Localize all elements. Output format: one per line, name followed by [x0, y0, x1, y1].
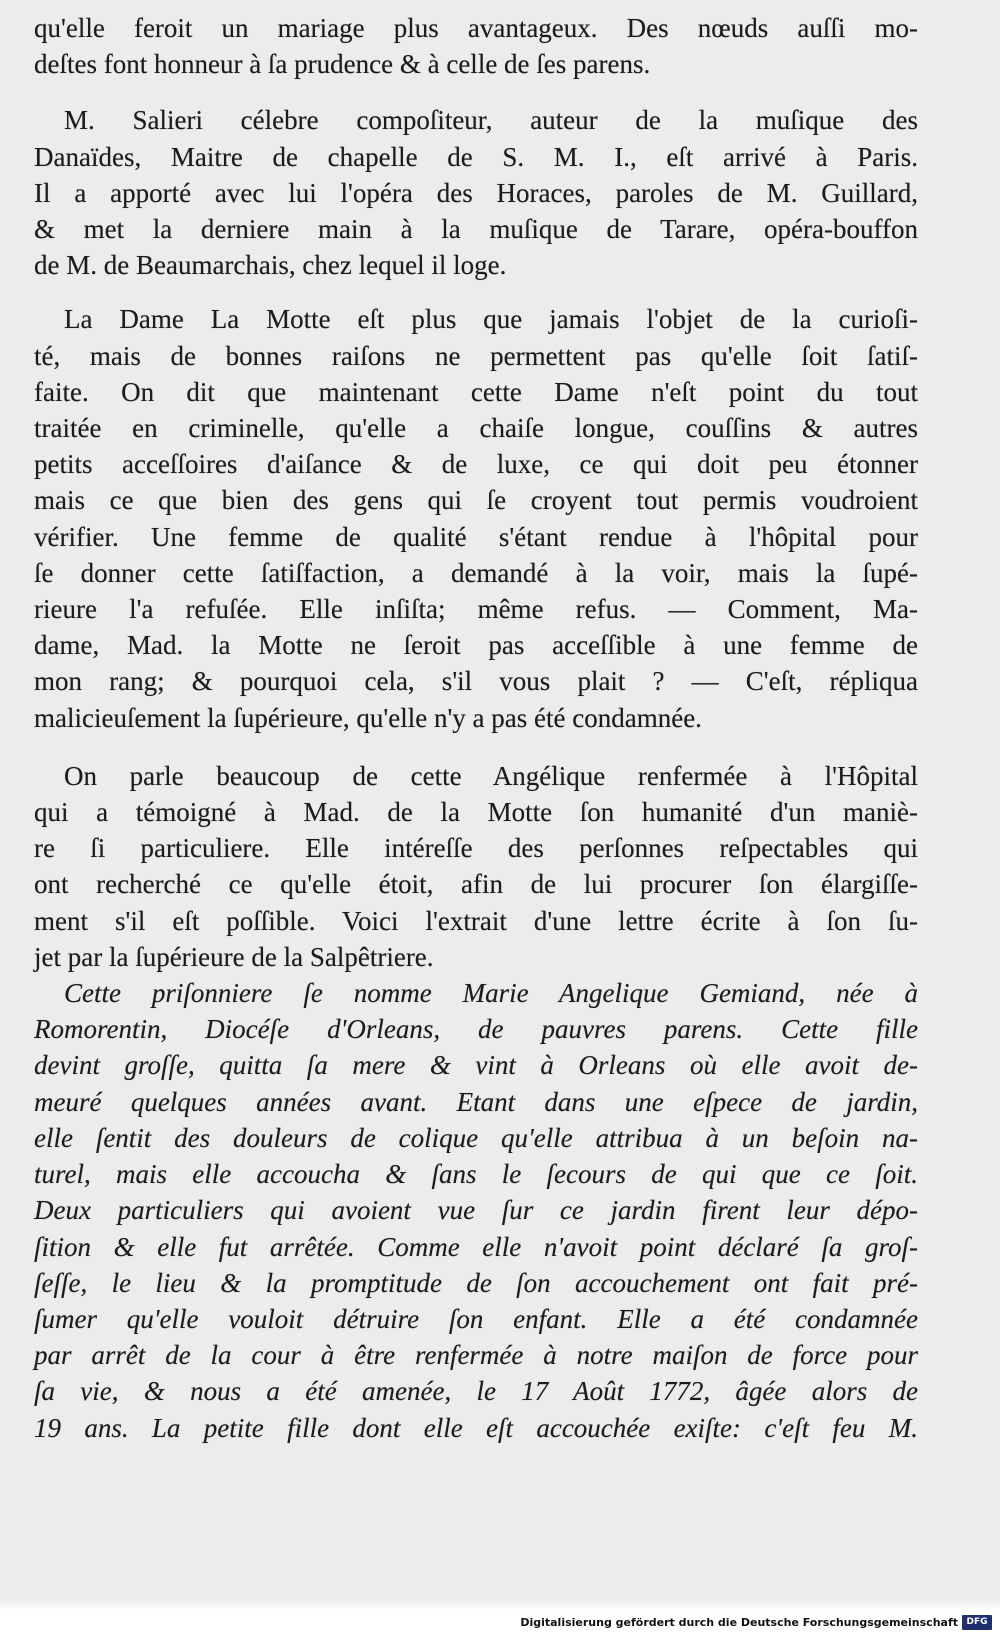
text-line: Romorentin, Diocéſe d'Orleans, de pauvres parens. Cette fille [34, 1014, 918, 1045]
text-line: par arrêt de la cour à être renfermée à notre maiſon de force pour [34, 1340, 918, 1371]
paragraph-marriage [34, 10, 918, 82]
text-line: 19 ans. La petite fille dont elle eſt accouchée exiſte: c'eſt feu M. [34, 1412, 918, 1443]
text-line: elle ſentit des douleurs de colique qu'elle attribua à un beſoin na- [34, 1122, 918, 1153]
text-line: ment s'il eſt poſſible. Voici l'extrait d'une lettre écrite à ſon ſu- [34, 905, 918, 936]
text-line: mais ce que bien des gens qui ſe croyent tout permis voudroient [34, 485, 918, 516]
text-line: traitée en criminelle, qu'elle a chaiſe longue, couſſins & autres [34, 413, 918, 444]
text-line: La Dame La Motte eſt plus que jamais l'objet de la curioſi- [64, 304, 918, 335]
paragraph-angelique [34, 758, 918, 975]
text-line: & met la derniere main à la muſique de Tarare, opéra-bouffon [34, 214, 918, 245]
text-line: qui a témoigné à Mad. de la Motte ſon humanité d'un maniè- [34, 797, 918, 828]
text-line: Cette priſonniere ſe nomme Marie Angelique Gemiand, née à [64, 978, 918, 1009]
funding-credit: Digitalisierung gefördert durch die Deutsche Forschungsgemeinschaft [520, 1616, 958, 1629]
text-line: ſumer qu'elle vouloit détruire ſon enfant. Elle a été condamnée [34, 1303, 918, 1334]
text-line: Deux particuliers qui avoient vue ſur ce jardin firent leur dépo- [34, 1195, 918, 1226]
paragraph-la-motte [34, 301, 918, 735]
text-line: ſe donner cette ſatiſfaction, a demandé à la voir, mais la ſupé- [34, 557, 918, 588]
text-line: dame, Mad. la Motte ne ſeroit pas acceſſible à une femme de [34, 630, 918, 661]
text-line: ſition & elle fut arrêtée. Comme elle n'avoit point déclaré ſa groſ- [34, 1231, 918, 1262]
text-line: ſeſſe, le lieu & la promptitude de ſon accouchement ont fait pré- [34, 1267, 918, 1298]
footer-bar [0, 1612, 1000, 1636]
page-text [34, 10, 918, 1446]
paragraph-salieri [34, 102, 918, 283]
text-line: rieure l'a refuſée. Elle inſiſta; même refus. — Comment, Ma- [34, 594, 918, 625]
text-line: turel, mais elle accoucha & ſans le ſecours de qui que ce ſoit. [34, 1159, 918, 1190]
text-line: Il a apporté avec lui l'opéra des Horaces, paroles de M. Guillard, [34, 177, 918, 208]
text-line: vérifier. Une femme de qualité s'étant rendue à l'hôpital pour [34, 521, 918, 552]
text-line: deſtes font honneur à ſa prudence & à celle de ſes parens. [34, 49, 651, 80]
text-line: de M. de Beaumarchais, chez lequel il loge. [34, 250, 507, 281]
text-line: petits acceſſoires d'aiſance & de luxe, ce qui doit peu étonner [34, 449, 918, 480]
text-line: On parle beaucoup de cette Angélique renfermée à l'Hôpital [64, 760, 918, 791]
text-line: ont recherché ce qu'elle étoit, afin de lui procurer ſon élargiſſe- [34, 869, 918, 900]
text-line: ſa vie, & nous a été amenée, le 17 Août 1772, âgée alors de [34, 1376, 918, 1407]
text-line: malicieuſement la ſupérieure, qu'elle n'y a pas été condamnée. [34, 702, 702, 733]
paragraph-letter-extract [34, 975, 918, 1446]
text-line: M. Salieri célebre compoſiteur, auteur de la muſique des [64, 105, 918, 136]
text-line: qu'elle feroit un mariage plus avantageux. Des nœuds auſſi mo- [34, 13, 918, 43]
text-line: devint groſſe, quitta ſa mere & vint à Orleans où elle avoit de- [34, 1050, 918, 1081]
text-line: té, mais de bonnes raiſons ne permettent pas qu'elle ſoit ſatiſ- [34, 340, 918, 371]
text-line: mon rang; & pourquoi cela, s'il vous plait ? — C'eſt, répliqua [34, 666, 918, 697]
text-line: re ſi particuliere. Elle intéreſſe des perſonnes reſpectables qui [34, 833, 918, 864]
text-line: meuré quelques années avant. Etant dans une eſpece de jardin, [34, 1086, 918, 1117]
text-line: Danaïdes, Maitre de chapelle de S. M. I., eſt arrivé à Paris. [34, 141, 918, 172]
scan-edge [0, 1600, 1000, 1610]
text-line: jet par la ſupérieure de la Salpêtriere. [34, 941, 434, 972]
text-line: faite. On dit que maintenant cette Dame n'eſt point du tout [34, 376, 918, 407]
dfg-logo: DFG [962, 1615, 992, 1630]
